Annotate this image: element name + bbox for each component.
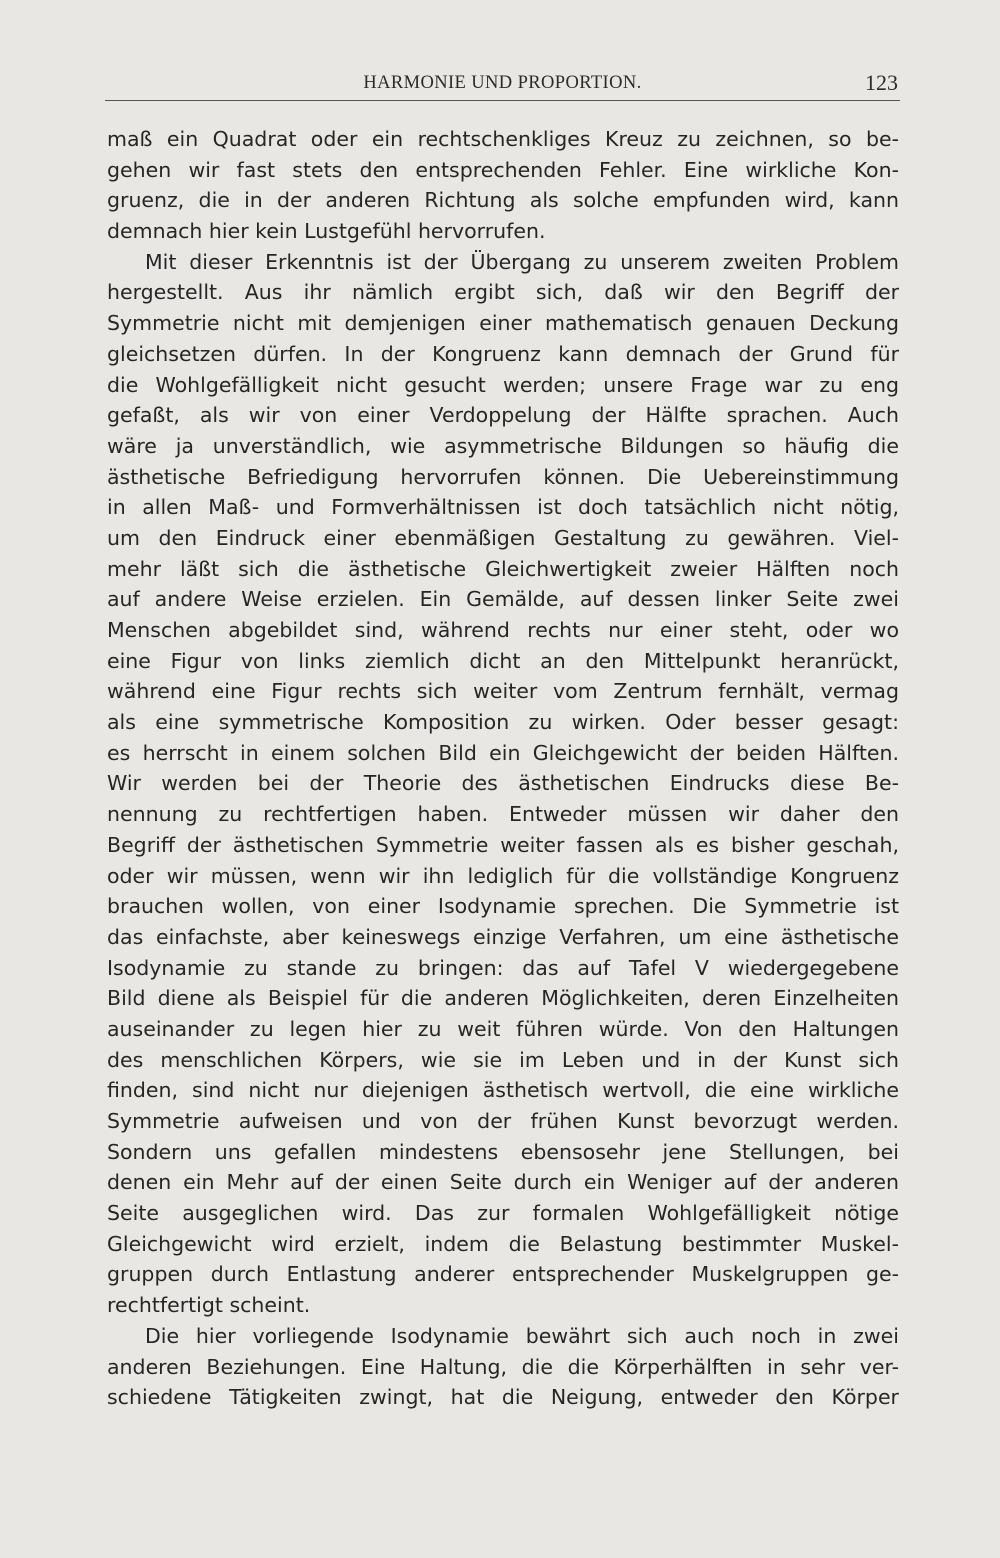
text-line: Menschen abgebildet sind, während rechts nur einer steht, oder wo — [107, 618, 899, 642]
text-line: um den Eindruck einer ebenmäßigen Gestaltung zu gewähren. Viel- — [107, 525, 899, 550]
text-line: in allen Maß- und Formverhältnissen ist doch tatsächlich nicht nötig, — [107, 495, 899, 520]
paragraph-first-line: Die hier vorliegende Isodynamie bewährt sich auch noch in zwei — [145, 1323, 899, 1348]
text-line: denen ein Mehr auf der einen Seite durch ein Weniger auf der anderen — [107, 1170, 899, 1195]
text-line: gruenz, die in der anderen Richtung als solche empfunden wird, kann — [107, 188, 899, 213]
text-line: Wir werden bei der Theorie des ästhetischen Eindrucks diese Be- — [107, 771, 899, 796]
paragraph-first-line: Mit dieser Erkenntnis ist der Übergang zu unserem zweiten Problem — [145, 249, 899, 274]
text-line: es herrscht in einem solchen Bild ein Gleichgewicht der beiden Hälften. — [107, 740, 899, 765]
text-line: Symmetrie nicht mit demjenigen einer mathematisch genauen Deckung — [107, 311, 899, 336]
text-line: schiedene Tätigkeiten zwingt, hat die Neigung, entweder den Körper — [107, 1385, 899, 1410]
page-number: 123 — [865, 70, 898, 95]
text-line: rechtfertigt scheint. — [107, 1293, 311, 1318]
text-line: finden, sind nicht nur diejenigen ästhetisch wertvoll, die eine wirkliche — [107, 1078, 899, 1103]
text-line: während eine Figur rechts sich weiter vom Zentrum fernhält, vermag — [107, 679, 899, 704]
text-line: das einfachste, aber keineswegs einzige Verfahren, um eine ästhetische — [107, 924, 899, 949]
text-line: gruppen durch Entlastung anderer entsprechender Muskelgruppen ge- — [107, 1262, 899, 1287]
text-line: Gleichgewicht wird erzielt, indem die Belastung bestimmter Muskel- — [107, 1231, 899, 1256]
text-line: eine Figur von links ziemlich dicht an den Mittelpunkt heranrückt, — [107, 648, 899, 673]
text-line: als eine symmetrische Komposition zu wirken. Oder besser gesagt: — [107, 710, 899, 735]
text-line: Bild diene als Beispiel für die anderen Möglichkeiten, deren Einzelheiten — [107, 986, 899, 1011]
text-line: demnach hier kein Lustgefühl hervorrufen. — [107, 219, 546, 244]
text-line: nennung zu rechtfertigen haben. Entweder müssen wir daher den — [107, 802, 899, 827]
text-line: wäre ja unverständlich, wie asymmetrische Bildungen so häufig die — [107, 433, 899, 458]
text-line: Sondern uns gefallen mindestens ebensosehr jene Stellungen, bei — [107, 1139, 899, 1164]
text-line: mehr läßt sich die ästhetische Gleichwertigkeit zweier Hälften noch — [107, 556, 899, 581]
text-line: Begriff der ästhetischen Symmetrie weiter fassen als es bisher geschah, — [107, 832, 899, 857]
text-line: brauchen wollen, von einer Isodynamie sprechen. Die Symmetrie ist — [107, 894, 899, 919]
text-line: die Wohlgefälligkeit nicht gesucht werden; unsere Frage war zu eng — [107, 372, 899, 397]
text-line: anderen Beziehungen. Eine Haltung, die die Körperhälften in sehr ver- — [107, 1354, 899, 1379]
text-line: oder wir müssen, wenn wir ihn lediglich für die vollständige Kongruenz — [107, 863, 899, 888]
text-line: des menschlichen Körpers, wie sie im Leben und in der Kunst sich — [107, 1047, 899, 1072]
text-line: ästhetische Befriedigung hervorrufen können. Die Uebereinstimmung — [107, 464, 899, 489]
text-line: gleichsetzen dürfen. In der Kongruenz kann demnach der Grund für — [107, 341, 899, 366]
text-line: Seite ausgeglichen wird. Das zur formalen Wohlgefälligkeit nötige — [107, 1201, 899, 1226]
text-line: auseinander zu legen hier zu weit führen würde. Von den Haltungen — [107, 1016, 899, 1041]
text-line: maß ein Quadrat oder ein rechtschenkliges Kreuz zu zeichnen, so be- — [107, 127, 899, 151]
running-header — [105, 70, 900, 101]
text-line: hergestellt. Aus ihr nämlich ergibt sich, daß wir den Begriff der — [107, 280, 899, 305]
text-line: auf andere Weise erzielen. Ein Gemälde, auf dessen linker Seite zwei — [107, 587, 899, 612]
text-line: Isodynamie zu stande zu bringen: das auf Tafel V wiedergegebene — [107, 955, 899, 980]
body-text — [107, 124, 899, 1413]
text-line: Symmetrie aufweisen und von der frühen Kunst bevorzugt werden. — [107, 1109, 899, 1133]
text-line: gefaßt, als wir von einer Verdoppelung der Hälfte sprachen. Auch — [107, 403, 899, 428]
text-line: gehen wir fast stets den entsprechenden Fehler. Eine wirkliche Kon- — [107, 157, 899, 182]
running-title: HARMONIE UND PROPORTION. — [363, 73, 642, 93]
